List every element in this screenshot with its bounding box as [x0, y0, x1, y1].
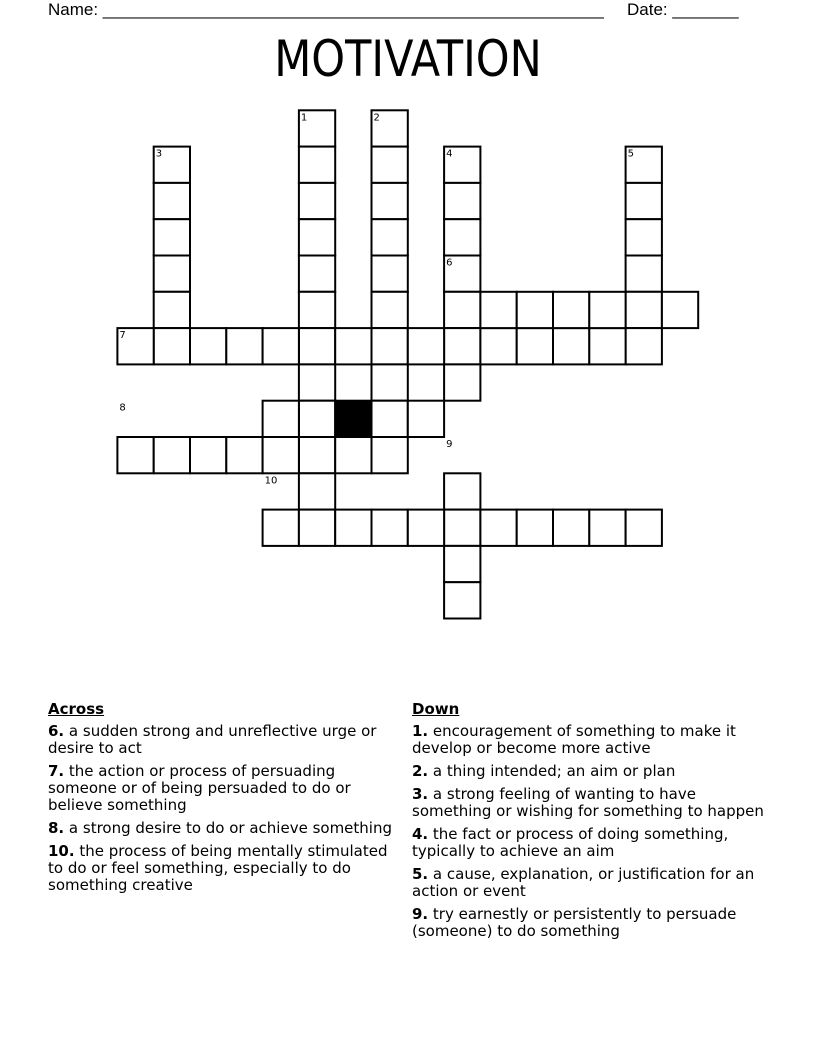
grid-cell[interactable]	[517, 292, 553, 328]
grid-cell[interactable]	[480, 328, 516, 364]
grid-cell[interactable]	[517, 510, 553, 546]
across-clue-8: 8. a strong desire to do or achieve something	[48, 819, 392, 837]
down-clues	[412, 701, 772, 946]
grid-cell[interactable]	[444, 510, 480, 546]
grid-cell[interactable]	[444, 364, 480, 400]
grid-cell[interactable]	[154, 219, 190, 255]
down-clue-4: 4. the fact or process of doing something, typically to achieve an aim	[412, 825, 729, 860]
grid-cell[interactable]	[299, 328, 335, 364]
grid-cell[interactable]	[299, 147, 335, 183]
down-clue-5: 5. a cause, explanation, or justification for an action or event	[412, 865, 755, 900]
across-heading: Across	[48, 700, 105, 718]
date-field[interactable]: Date: _______	[627, 0, 739, 19]
clue-number-5: 5	[627, 148, 634, 160]
grid-cell[interactable]	[372, 147, 408, 183]
grid-cell[interactable]	[626, 183, 662, 219]
black-cell	[335, 401, 371, 437]
grid-cell[interactable]	[299, 364, 335, 400]
grid-cell[interactable]	[372, 292, 408, 328]
name-field[interactable]: Name: _____________________________________________________	[48, 0, 604, 19]
grid-cell[interactable]	[335, 510, 371, 546]
grid-cell[interactable]	[408, 328, 444, 364]
clue-number-1: 1	[300, 112, 308, 124]
grid-cell[interactable]	[372, 437, 408, 473]
grid-cell[interactable]	[444, 219, 480, 255]
grid-cell[interactable]	[444, 183, 480, 219]
across-clue-7: 7. the action or process of persuading someone or of being persuaded to do or believe something	[48, 762, 351, 814]
grid-cell[interactable]	[444, 473, 480, 509]
grid-cell[interactable]	[190, 437, 226, 473]
grid-cell[interactable]	[299, 219, 335, 255]
clue-number-8: 8	[119, 402, 126, 414]
grid-cell[interactable]	[626, 219, 662, 255]
grid-cell[interactable]	[372, 364, 408, 400]
grid-cell[interactable]	[372, 219, 408, 255]
grid-cell[interactable]	[408, 510, 444, 546]
clue-number-3: 3	[155, 148, 163, 160]
grid-cell[interactable]	[626, 292, 662, 328]
grid-cell[interactable]	[444, 546, 480, 582]
grid-cell[interactable]	[190, 328, 226, 364]
grid-cell[interactable]	[299, 256, 335, 292]
grid-cell[interactable]	[553, 292, 589, 328]
clue-number-10: 10	[264, 475, 278, 487]
across-clue-6: 6. a sudden strong and unreflective urge or desire to act	[48, 722, 377, 757]
grid-cell[interactable]	[444, 292, 480, 328]
grid-cell[interactable]	[154, 328, 190, 364]
grid-cell[interactable]	[226, 437, 262, 473]
grid-cell[interactable]	[553, 328, 589, 364]
grid-cell[interactable]	[154, 183, 190, 219]
grid-cell[interactable]	[299, 401, 335, 437]
grid-cell[interactable]	[589, 510, 625, 546]
grid-cell[interactable]	[372, 510, 408, 546]
grid-cell[interactable]	[335, 437, 371, 473]
grid-cell[interactable]	[626, 328, 662, 364]
grid-cell[interactable]	[372, 183, 408, 219]
down-clue-3: 3. a strong feeling of wanting to have something or wishing for something to happen	[412, 785, 764, 820]
grid-cell[interactable]	[626, 256, 662, 292]
grid-cell[interactable]	[299, 292, 335, 328]
grid-cell[interactable]	[299, 510, 335, 546]
clue-number-2: 2	[373, 112, 380, 124]
grid-cell[interactable]	[154, 292, 190, 328]
down-clue-1: 1. encouragement of something to make it develop or become more active	[412, 722, 736, 757]
grid-cell[interactable]	[444, 328, 480, 364]
down-heading: Down	[412, 700, 460, 718]
grid-cell[interactable]	[662, 292, 698, 328]
grid-cell[interactable]	[480, 510, 516, 546]
grid-cell[interactable]	[372, 328, 408, 364]
grid-cell[interactable]	[335, 328, 371, 364]
clue-number-7: 7	[119, 330, 126, 342]
grid-cell[interactable]	[372, 401, 408, 437]
grid-cell[interactable]	[626, 510, 662, 546]
down-clue-2: 2. a thing intended; an aim or plan	[412, 762, 676, 780]
grid-cell[interactable]	[589, 292, 625, 328]
grid-cell[interactable]	[517, 328, 553, 364]
grid-cell[interactable]	[444, 582, 480, 618]
clue-number-6: 6	[446, 257, 453, 269]
grid-cell[interactable]	[589, 328, 625, 364]
grid-cell[interactable]	[226, 328, 262, 364]
grid-cell[interactable]	[480, 292, 516, 328]
grid-cell[interactable]	[372, 256, 408, 292]
clue-number-9: 9	[446, 439, 453, 450]
grid-cell[interactable]	[553, 510, 589, 546]
grid-cell[interactable]	[299, 183, 335, 219]
clue-number-4: 4	[446, 148, 453, 160]
grid-cell[interactable]	[299, 473, 335, 509]
grid-cell[interactable]	[263, 437, 299, 473]
down-clue-9: 9. try earnestly or persistently to persuade (someone) to do something	[412, 905, 737, 940]
grid-cell[interactable]	[154, 256, 190, 292]
grid-cell[interactable]	[263, 328, 299, 364]
grid-cell[interactable]	[263, 510, 299, 546]
across-clue-10: 10. the process of being mentally stimulated to do or feel something, especially to do something creative	[48, 842, 388, 894]
grid-cell[interactable]	[154, 437, 190, 473]
puzzle-title: MOTIVATION	[274, 30, 542, 88]
grid-cell[interactable]	[263, 401, 299, 437]
across-clues	[48, 701, 400, 900]
grid-cell[interactable]	[408, 401, 444, 437]
grid-cell[interactable]	[117, 437, 153, 473]
grid-cell[interactable]	[299, 437, 335, 473]
